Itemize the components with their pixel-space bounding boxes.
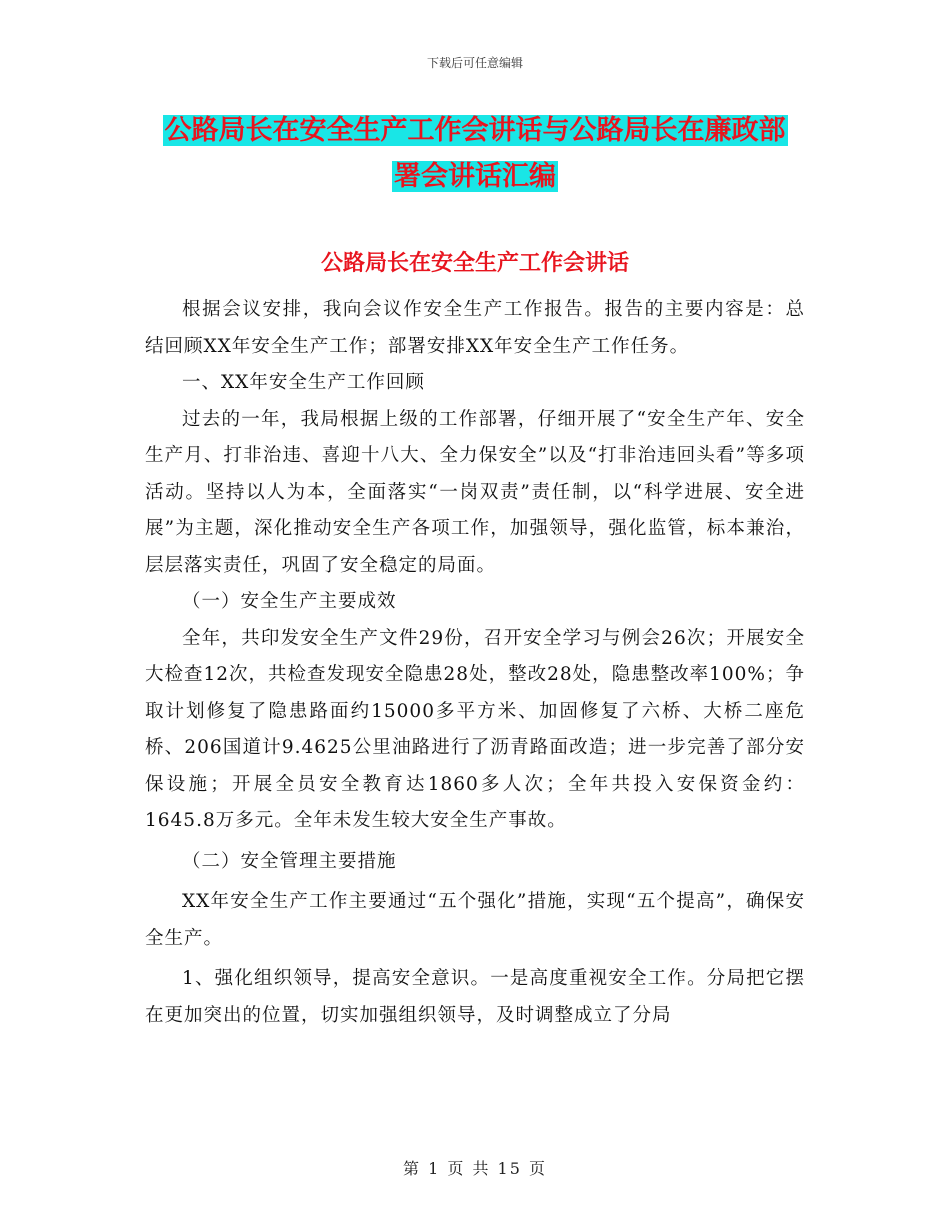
- document-title-line-2: 署会讲话汇编: [394, 161, 556, 192]
- paragraph-review: 过去的一年，我局根据上级的工作部署，仔细开展了“安全生产年、安全生产月、打非治违、喜迎十八大、全力保安全”以及“打非治违回头看”等多项活动。坚持以人为本，全面落实“一岗双责”责任制，以“科学进展、安全进展”为主题，深化推动安全生产各项工作，加强领导，强化监管，标本兼治，层层落实责任，巩固了安全稳定的局面。: [145, 408, 805, 576]
- heading-measures: （二）安全管理主要措施: [182, 850, 397, 872]
- document-title-line-1: 公路局长在安全生产工作会讲话与公路局长在廉政部: [164, 115, 786, 146]
- heading-review: 一、XX年安全生产工作回顾: [182, 372, 425, 393]
- footer-total-pages: 15: [497, 1159, 522, 1178]
- footer-page-number: 1: [428, 1159, 441, 1178]
- section-title: 公路局长在安全生产工作会讲话: [320, 251, 629, 276]
- heading-achievements: （一）安全生产主要成效: [182, 591, 397, 612]
- paragraph-intro: 根据会议安排，我向会议作安全生产工作报告。报告的主要内容是：总结回顾XX年安全生产工作；部署安排XX年安全生产工作任务。: [145, 299, 805, 357]
- page-header: 下载后可任意编辑: [426, 56, 523, 70]
- footer-page-label: 第: [402, 1159, 421, 1178]
- document-title: [145, 108, 805, 200]
- document-body: [145, 292, 805, 1034]
- footer-page-separator: 页 共: [447, 1159, 491, 1178]
- paragraph-achievements: 全年，共印发安全生产文件29份，召开安全学习与例会26次；开展安全大检查12次，共检查发现安全隐患28处，整改28处，隐患整改率100%；争取计划修复了隐患路面约15000多平方米、加固修复了六桥、大桥二座危桥、206国道计9.4625公里油路进行了沥青路面改造；进一步完善了部分安保设施；开展全员安全教育达1860多人次；全年共投入安保资金约：1645.8万多元。全年未发生较大安全生产事故。: [145, 627, 806, 831]
- paragraph-measure-1: 1、强化组织领导，提高安全意识。一是高度重视安全工作。分局把它摆在更加突出的位置，切实加强组织领导，及时调整成立了分局: [145, 968, 805, 1026]
- footer-page-end: 页: [529, 1159, 548, 1178]
- paragraph-measures: XX年安全生产工作主要通过“五个强化”措施，实现“五个提高”，确保安全生产。: [145, 891, 805, 949]
- page-footer: [0, 1156, 950, 1179]
